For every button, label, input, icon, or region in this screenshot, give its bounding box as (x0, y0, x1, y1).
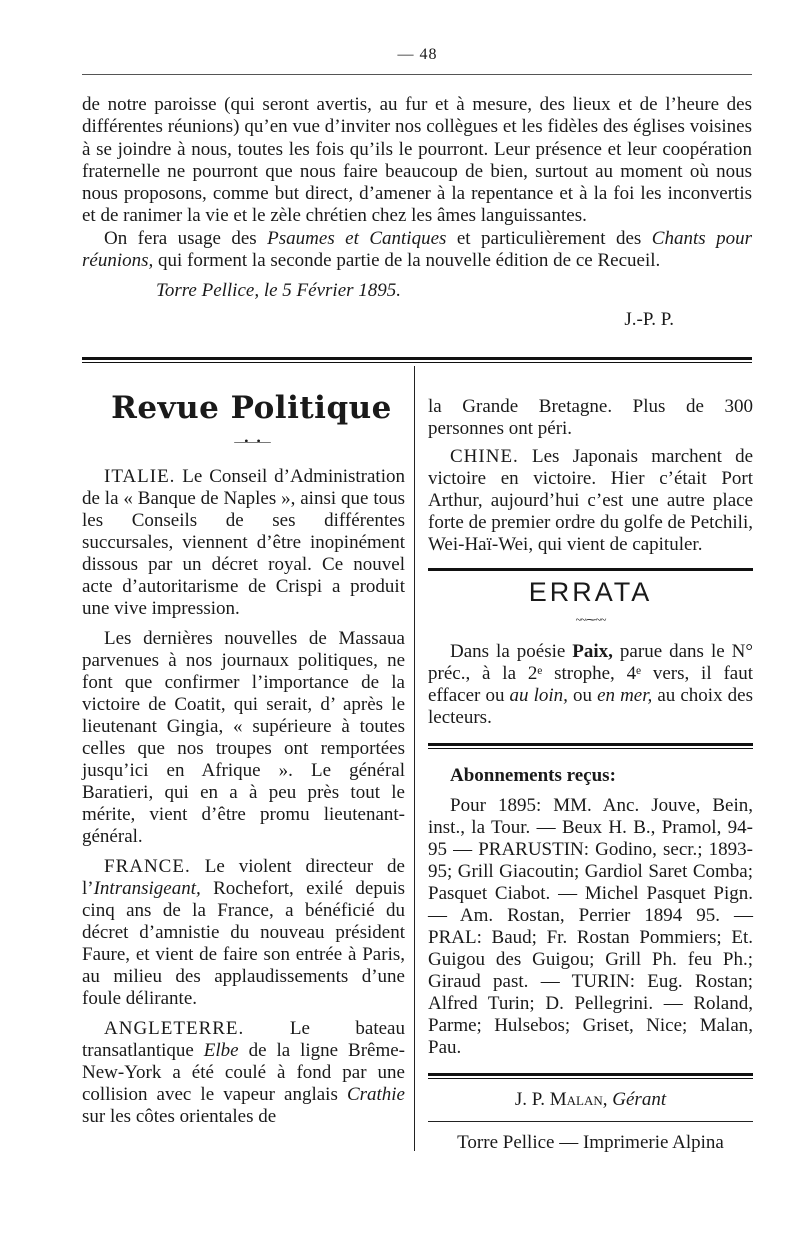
gerant-line (428, 1089, 753, 1111)
errata-ornament: ~~⁓~~ (575, 614, 606, 626)
intro-paragraph-usage: On fera usage des Psaumes et Cantiques et particulièrement des Chants pour réunions, qui forment la seconde partie de la nouvelle édition de ce Recueil. (82, 227, 752, 272)
poem-title: Paix, (572, 641, 613, 662)
section-rule (82, 357, 752, 363)
errata-paragraph: Dans la poésie Paix, parue dans le N° préc., à la 2ᵉ strophe, 4ᵉ vers, il faut effacer ou au loin, ou en mer, au choix des lecteurs. (428, 641, 753, 728)
right-column (428, 396, 753, 1154)
header-rule (82, 74, 752, 75)
ship-name-crathie: Crathie (346, 1084, 405, 1105)
intro-paragraph-continued: de notre paroisse (qui seront avertis, au fur et à mesure, des lieux et de l’heure des différentes réunions) qu’en vue d’inviter nos collègues et les fidèles des églises voisines à se joindre à nous, toutes les fois qu’ils le pourront. Leur présence et leur coopération fraternelle ne pourront que nous faire beaucoup de bien, surtout au moment où nous nous proposons, comme but direct, d’amener à la repentance et à la foi les inconvertis et de ranimer la vie et le zèle chrétien chez les âmes languissantes. (82, 94, 752, 227)
abonnements-heading: Abonnements reçus: (450, 765, 616, 786)
page-number: — 48 (397, 46, 438, 63)
angleterre-continued: la Grande Bretagne. Plus de 300 personnes ont péri. (428, 396, 753, 439)
printer-line: Torre Pellice — Imprimerie Alpina (457, 1132, 724, 1153)
printer-rule (428, 1121, 753, 1122)
book-title-chants: Chants pour réunions, (82, 227, 752, 272)
angleterre-label: ANGLETERRE. (104, 1018, 245, 1039)
ship-name-elbe: Elbe (203, 1040, 239, 1061)
intro-section (82, 94, 752, 331)
book-title-psaumes: Psaumes et Cantiques (267, 227, 447, 249)
massaua-paragraph: Les dernières nouvelles de Massaua parvenues à nos journaux politiques, ne font que confirmer l’importance de la victoire de Coatit, qui serait, d’ après le lieutenant Gingia, « supérieure à toutes celles que nos troupes ont remportées jusqu’ici en Afrique ». Le général Baratieri, qui en a à peu près tout le mérite, vient d’être promu lieutenant-général. (82, 628, 405, 847)
signature: J.-P. P. (624, 308, 674, 330)
column-divider (414, 366, 415, 1151)
france-paragraph: FRANCE. Le violent directeur de l’Intransigeant, Rochefort, exilé depuis cinq ans de la France, a bénéficié du décret d’amnistie du nouveau président Faure, et vient de faire son entrée à Paris, au milieu des applaudissements d’une foule délirante. (82, 856, 405, 1009)
revue-title: Revue Politique (111, 390, 392, 426)
errata-au-loin: au loin, (504, 685, 568, 706)
france-label: FRANCE. (104, 856, 191, 877)
chine-label: CHINE. (450, 446, 519, 467)
angleterre-paragraph: ANGLETERRE. Le bateau transatlantique Elbe de la ligne Brême-New-York a été coulé à fond par une collision avec le vapeur anglais Crathie sur les côtes orientales de (82, 1018, 405, 1127)
italie-paragraph: ITALIE. Le Conseil d’Administration de la « Banque de Naples », ainsi que tous les Conseils de ses différentes succursales, viennent d’être inopinément dissous par un décret royal. Ce nouvel acte d’autoritarisme de Crispi a produit une vive impression. (82, 466, 405, 619)
gerant-name: J. P. Malan, (514, 1089, 608, 1110)
abonnements-rule (428, 743, 753, 749)
dateline: Torre Pellice, le 5 Février 1895. (156, 280, 402, 302)
abonnements-list: Pour 1895: MM. Anc. Jouve, Bein, inst., la Tour. — Beux H. B., Pramol, 94-95 — PRARUSTIN: Godino, secr.; 1893-95; Grill Giacoutin; Gardiol Saret Comba; Pasquet Ciabot. — Michel Pasquet Pign. — Am. Rostan, Perrier 1894 95. — PRAL: Baud; Fr. Rostan Pommiers; Et. Guigou des Guigou; Grill Ph. feu Ph.; Giraud past. — TURIN: Eug. Rostan; Alfred Turin; D. Pellegrini. — Roland, Parme; Hulsebos; Griset, Nice; Malan, Pau. (428, 795, 753, 1058)
gerant-title: Gérant (607, 1089, 667, 1110)
title-ornament: —•—•— (234, 434, 269, 448)
left-column (82, 390, 405, 1128)
errata-en-mer: en mer, (592, 685, 653, 706)
errata-title: ERRATA (528, 577, 653, 607)
errata-rule (428, 568, 753, 571)
italie-label: ITALIE. (104, 466, 176, 487)
gerant-rule (428, 1073, 753, 1079)
newspaper-title: Intransigeant, (93, 878, 201, 899)
chine-paragraph: CHINE. Les Japonais marchent de victoire en victoire. Hier c’était Port Arthur, aujourd’hui c’est une autre place forte de premier ordre du golfe de Petchili, Wei-Haï-Wei, qui vient de capituler. (428, 446, 753, 555)
